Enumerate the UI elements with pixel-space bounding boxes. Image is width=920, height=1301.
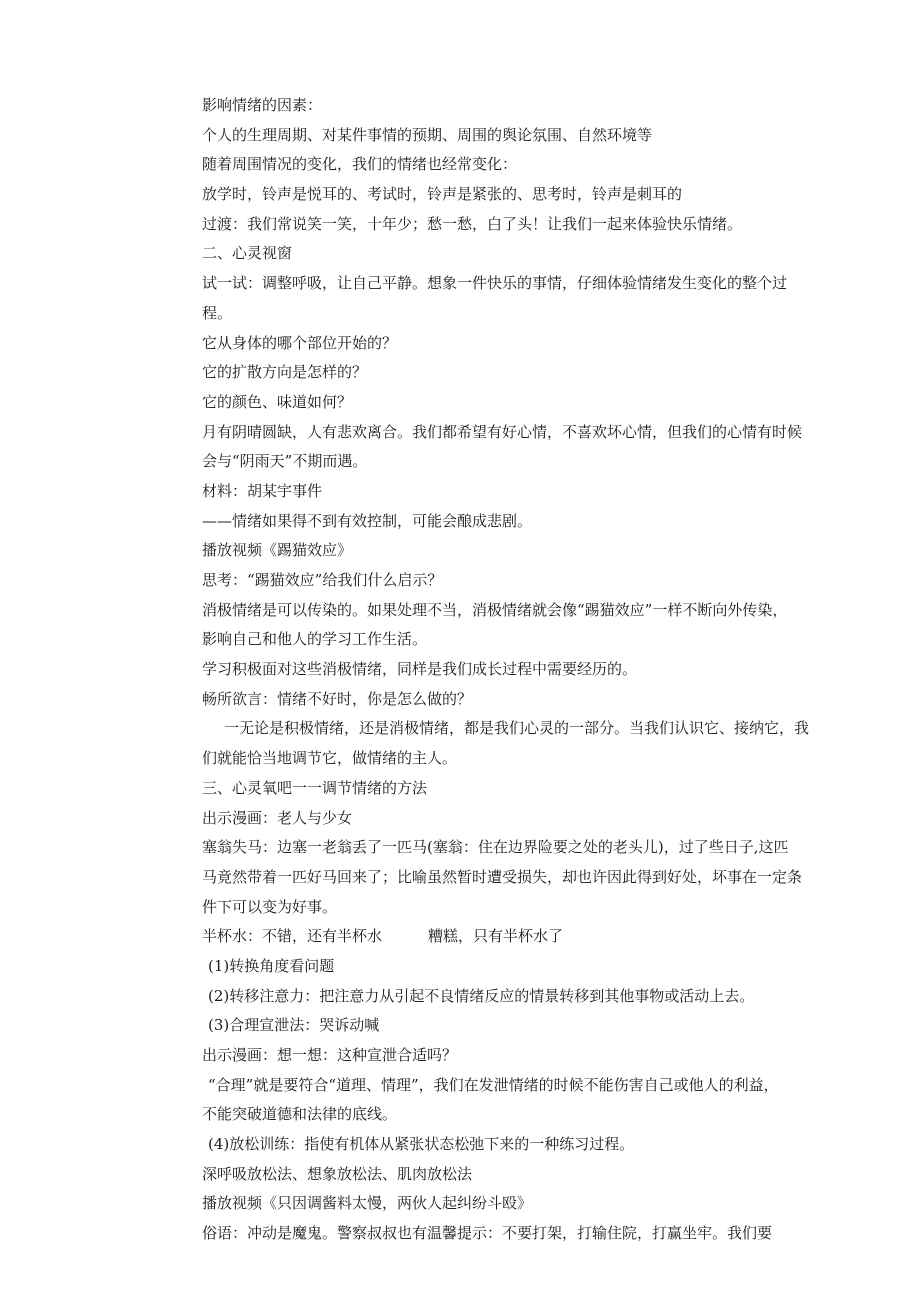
text-line: 会与“阴雨天”不期而遇。 bbox=[202, 452, 368, 471]
text-line: 影响情绪的因素： bbox=[202, 96, 323, 114]
section-heading: 二、心灵视窗 bbox=[202, 244, 293, 263]
text-line: “合理”就是要符合“道理、情理”，我们在发泄情绪的时候不能伤害自己或他人的利益， bbox=[208, 1075, 779, 1094]
list-item: (3)合理宣泄法：哭诉动喊 bbox=[208, 1016, 380, 1035]
text-line: 程。 bbox=[202, 303, 233, 322]
text-line: 试一试：调整呼吸，让自己平静。想象一件快乐的事情，仔细体验情绪发生变化的整个过 bbox=[202, 274, 788, 293]
text-line: 马竟然带着一匹好马回来了；比喻虽然暂时遭受损失，却也许因此得到好处，坏事在一定条 bbox=[202, 867, 803, 886]
list-item: (2)转移注意力：把注意力从引起不良情绪反应的情景转移到其他事物或活动上去。 bbox=[208, 986, 755, 1005]
list-item: (4)放松训练：指使有机体从紧张状态松弛下来的一种练习过程。 bbox=[208, 1135, 635, 1154]
text-line: 深呼吸放松法、想象放松法、肌肉放松法 bbox=[202, 1164, 473, 1183]
text-line: 件下可以变为好事。 bbox=[202, 897, 338, 916]
text-line: 播放视频《只因调酱料太慢，两伙人起纠纷斗殴》 bbox=[202, 1194, 533, 1213]
text-line: 影响自己和他人的学习工作生活。 bbox=[202, 630, 428, 649]
text-line: 消极情绪是可以传染的。如果处理不当，消极情绪就会像“踢猫效应”一样不断向外传染， bbox=[202, 600, 788, 619]
text-line: 俗语：冲动是魔鬼。警察叔叔也有温馨提示：不要打架，打输住院，打赢坐牢。我们要 bbox=[202, 1224, 773, 1243]
text-line: 一无论是积极情绪，还是消极情绪，都是我们心灵的一部分。当我们认识它、接纳它，我 bbox=[224, 719, 810, 738]
text-line: 出示漫画：想一想：这种宣泄合适吗？ bbox=[202, 1046, 458, 1064]
text-line: 它的颜色、味道如何？ bbox=[202, 392, 353, 411]
text-line: 思考：“踢猫效应”给我们什么启示？ bbox=[202, 571, 443, 589]
text-line: 材料：胡某宇事件 bbox=[202, 481, 323, 500]
section-heading: 三、心灵氧吧一一调节情绪的方法 bbox=[202, 778, 428, 797]
text-line: ——情绪如果得不到有效控制，可能会酿成悲剧。 bbox=[202, 511, 533, 530]
text-line: 塞翁失马：边塞一老翁丢了一匹马(塞翁：住在边界险要之处的老头儿)，过了些日子,这匹 bbox=[202, 838, 789, 857]
text-line: 学习积极面对这些消极情绪，同样是我们成长过程中需要经历的。 bbox=[202, 660, 638, 679]
text-line: 们就能恰当地调节它，做情绪的主人。 bbox=[202, 749, 458, 768]
text-line: 不能突破道德和法律的底线。 bbox=[202, 1105, 398, 1124]
text-line: 播放视频《踢猫效应》 bbox=[202, 541, 353, 560]
text-line: 月有阴晴圆缺，人有悲欢离合。我们都希望有好心情，不喜欢坏心情，但我们的心情有时候 bbox=[202, 422, 803, 441]
text-line: 畅所欲言：情绪不好时，你是怎么做的？ bbox=[202, 689, 473, 708]
half-cup-line bbox=[202, 922, 830, 952]
text-line: 过渡：我们常说笑一笑，十年少；愁一愁，白了头！让我们一起来体验快乐情绪。 bbox=[202, 214, 743, 233]
text-line: 个人的生理周期、对某件事情的预期、周围的舆论氛围、自然环境等 bbox=[202, 125, 653, 144]
text-line: 放学时，铃声是悦耳的、考试时，铃声是紧张的、思考时，铃声是刺耳的 bbox=[202, 185, 683, 204]
list-item: (1)转换角度看问题 bbox=[208, 956, 335, 975]
text-line: 出示漫画：老人与少女 bbox=[202, 808, 353, 827]
text-line: 随着周围情况的变化，我们的情绪也经常变化： bbox=[202, 155, 518, 174]
text-line: 它的扩散方向是怎样的？ bbox=[202, 363, 368, 382]
half-cup-right: 糟糕，只有半杯水了 bbox=[428, 927, 564, 946]
half-cup-left: 半杯水：不错，还有半杯水 bbox=[202, 927, 383, 946]
text-line: 它从身体的哪个部位开始的？ bbox=[202, 333, 398, 352]
